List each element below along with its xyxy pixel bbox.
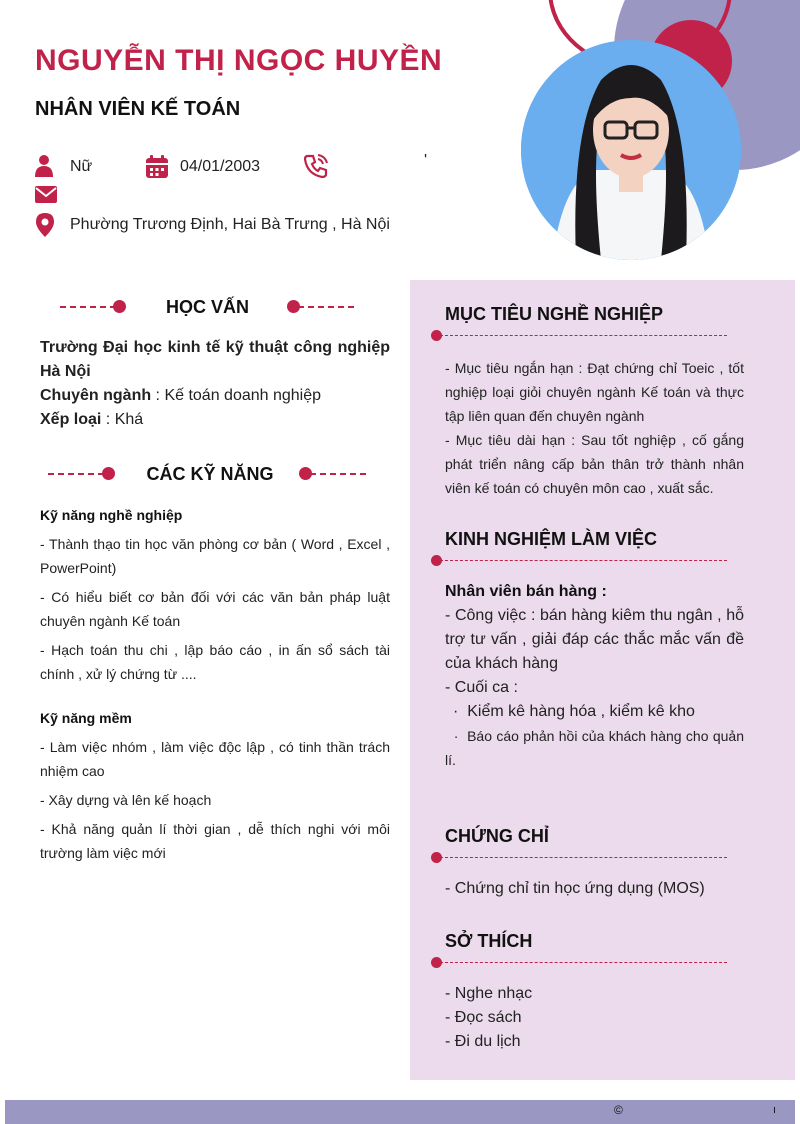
skill-item: - Hạch toán thu chi , lập báo cáo , in ấn sổ sách tài chính , xử lý chứng từ .... xyxy=(40,642,390,682)
divider-line xyxy=(60,306,116,308)
end-of-shift-label: - Cuối ca : xyxy=(445,679,518,696)
school-name: Trường Đại học kinh tế kỹ thuật công nghiệp Hà Nội xyxy=(40,339,390,380)
person-icon xyxy=(35,155,53,182)
dob-value: 04/01/2003 xyxy=(180,158,261,175)
divider-line xyxy=(440,560,727,561)
job-position: Nhân viên bán hàng : xyxy=(445,583,607,600)
short-term-goal: - Mục tiêu ngắn hạn : Đạt chứng chỉ Toeic , tốt nghiệp loại giỏi chuyên ngành Kế toán và thực tập liên quan đến chuyên ngành xyxy=(445,360,744,424)
divider-line xyxy=(310,473,366,475)
email-value-obscured xyxy=(70,199,230,202)
section-title-education: HỌC VẤN xyxy=(165,297,249,317)
bullet-dot-icon: · xyxy=(445,728,468,744)
location-pin-icon xyxy=(36,213,54,242)
section-title-skills: CÁC KỸ NĂNG xyxy=(146,464,274,484)
duty-bullet-text: Báo cáo phản hồi của khách hàng cho quản lí. xyxy=(445,728,744,768)
envelope-icon xyxy=(35,184,57,209)
phone-value: ' xyxy=(424,152,428,169)
duty-bullet-text: Kiểm kê hàng hóa , kiểm kê kho xyxy=(467,703,695,720)
footer-copyright: © xyxy=(614,1103,623,1117)
divider-dot xyxy=(102,467,115,480)
divider-line xyxy=(440,857,727,858)
divider-line xyxy=(440,962,727,963)
duty-bullet xyxy=(445,724,744,772)
major-value: : Kế toán doanh nghiệp xyxy=(151,387,322,404)
section-title-experience: KINH NGHIỆM LÀM VIỆC xyxy=(445,529,658,549)
grade-label: Xếp loại xyxy=(40,411,102,428)
long-term-goal: - Mục tiêu dài hạn : Sau tốt nghiệp , cố gắng phát triển nâng cấp bản thân trở thành nhân viên kế toán có chuyên môn cao , xuất sắc. xyxy=(445,432,744,496)
major-label: Chuyên ngành xyxy=(40,387,152,404)
phone-icon xyxy=(304,154,328,183)
skill-item: - Có hiểu biết cơ bản đối với các văn bản pháp luật chuyên ngành Kế toán xyxy=(40,589,390,629)
certificate-item: - Chứng chỉ tin học ứng dụng (MOS) xyxy=(445,880,705,897)
hobby-item: - Đi du lịch xyxy=(445,1033,521,1050)
profile-photo xyxy=(521,40,741,260)
section-title-objective: MỤC TIÊU NGHỀ NGHIỆP xyxy=(445,304,664,324)
skill-item: - Xây dựng và lên kế hoạch xyxy=(40,792,212,808)
candidate-name: NGUYỄN THỊ NGỌC HUYỀN xyxy=(35,44,443,77)
major-row xyxy=(40,384,390,408)
job-duties: - Công việc : bán hàng kiêm thu ngân , hỗ trợ tư vấn , giải đáp các thắc mắc vấn đề của khách hàng xyxy=(445,607,744,672)
footer-mark: ı xyxy=(773,1104,777,1116)
person-portrait-illustration xyxy=(521,40,741,260)
skill-item: - Khả năng quản lí thời gian , dễ thích nghi với môi trường làm việc mới xyxy=(40,821,390,861)
address-value: Phường Trương Định, Hai Bà Trưng , Hà Nội xyxy=(70,216,390,233)
hobby-item: - Đọc sách xyxy=(445,1009,522,1026)
grade-row xyxy=(40,408,390,432)
calendar-icon xyxy=(145,155,169,184)
grade-value: : Khá xyxy=(101,411,144,428)
bullet-dot-icon: · xyxy=(453,703,468,720)
section-title-certificates: CHỨNG CHỈ xyxy=(445,826,549,846)
footer-bar xyxy=(5,1100,795,1124)
professional-skills-title: Kỹ năng nghề nghiệp xyxy=(40,507,183,523)
divider-dot xyxy=(113,300,126,313)
divider-line xyxy=(298,306,354,308)
divider-line xyxy=(440,335,727,336)
divider-line xyxy=(48,473,104,475)
section-title-hobbies: SỞ THÍCH xyxy=(445,931,533,951)
skill-item: - Làm việc nhóm , làm việc độc lập , có tinh thần trách nhiệm cao xyxy=(40,739,390,779)
skill-item: - Thành thạo tin học văn phòng cơ bản ( Word , Excel , PowerPoint) xyxy=(40,536,390,576)
job-title: NHÂN VIÊN KẾ TOÁN xyxy=(35,98,241,120)
hobby-item: - Nghe nhạc xyxy=(445,985,533,1002)
soft-skills-title: Kỹ năng mềm xyxy=(40,710,132,726)
gender-value: Nữ xyxy=(70,158,93,175)
duty-bullet xyxy=(453,700,744,724)
